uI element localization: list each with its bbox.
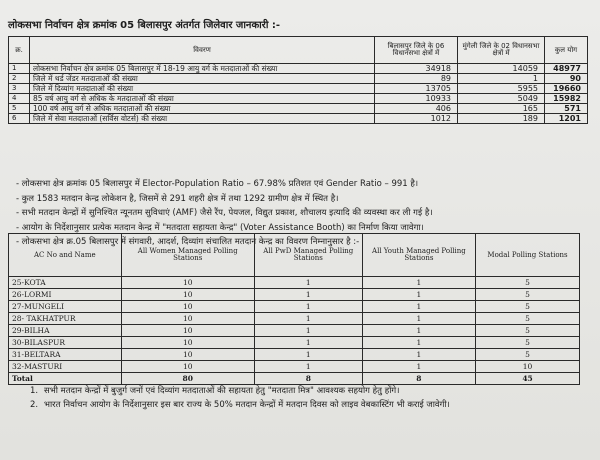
row-total-value: 48977 bbox=[545, 64, 588, 74]
note-line: - सभी मतदान केन्द्रों में सुनिश्चित न्यूनतम सुविधाएं (AMF) जैसे रैंप, पेयजल, विद्युत प्रकाश, शौचालय इत्यादि की व्यवस्था कर ली गई है। bbox=[16, 208, 433, 218]
footnote-item bbox=[30, 384, 574, 398]
row-pwd-value: 1 bbox=[254, 325, 362, 337]
table-row bbox=[9, 325, 580, 337]
row-modal-value: 5 bbox=[476, 349, 580, 361]
col-youth-managed: All Youth Managed Polling Stations bbox=[362, 234, 475, 277]
row-women-value: 10 bbox=[121, 337, 254, 349]
table-row bbox=[9, 337, 580, 349]
footnote-number: 1. bbox=[30, 386, 39, 396]
row-mungeli-value: 14059 bbox=[458, 64, 545, 74]
row-pwd-value: 1 bbox=[254, 361, 362, 373]
row-total-value: 90 bbox=[545, 74, 588, 84]
row-modal-value: 10 bbox=[476, 361, 580, 373]
row-bilaspur-value: 1012 bbox=[375, 114, 458, 124]
row-total-value: 1201 bbox=[545, 114, 588, 124]
row-youth-value: 1 bbox=[362, 361, 475, 373]
row-bilaspur-value: 34918 bbox=[375, 64, 458, 74]
row-sn: 3 bbox=[9, 84, 30, 94]
row-mungeli-value: 189 bbox=[458, 114, 545, 124]
row-description: जिले में थर्ड जेंडर मतदाताओं की संख्या bbox=[30, 74, 375, 84]
row-youth-value: 8 bbox=[362, 373, 475, 385]
col-mungeli: मुंगेली जिले के 02 विधानसभा क्षेत्रों में bbox=[458, 37, 545, 64]
polling-stations-table bbox=[8, 233, 580, 385]
table-row bbox=[9, 74, 588, 84]
row-youth-value: 1 bbox=[362, 325, 475, 337]
row-pwd-value: 8 bbox=[254, 373, 362, 385]
row-youth-value: 1 bbox=[362, 301, 475, 313]
row-bilaspur-value: 10933 bbox=[375, 94, 458, 104]
row-ac-name: 31-BELTARA bbox=[9, 349, 122, 361]
row-modal-value: 5 bbox=[476, 301, 580, 313]
row-modal-value: 5 bbox=[476, 337, 580, 349]
table-row bbox=[9, 313, 580, 325]
row-mungeli-value: 1 bbox=[458, 74, 545, 84]
note-line: - लोकसभा क्षेत्र क्रमांक 05 बिलासपुर में Elector-Population Ratio – 67.98% प्रतिशत एवं Gender Ratio – 991 है। bbox=[16, 179, 419, 189]
row-youth-value: 1 bbox=[362, 349, 475, 361]
total-row bbox=[9, 373, 580, 385]
row-mungeli-value: 5955 bbox=[458, 84, 545, 94]
col-total: कुल योग bbox=[545, 37, 588, 64]
footnote-number: 2. bbox=[30, 400, 39, 410]
row-modal-value: 45 bbox=[476, 373, 580, 385]
row-ac-name: 28- TAKHATPUR bbox=[9, 313, 122, 325]
row-youth-value: 1 bbox=[362, 313, 475, 325]
document-title: लोकसभा निर्वाचन क्षेत्र क्रमांक 05 बिलासपुर अंतर्गत जिलेवार जानकारी :- bbox=[8, 20, 281, 31]
row-modal-value: 5 bbox=[476, 313, 580, 325]
row-women-value: 10 bbox=[121, 361, 254, 373]
col-modal: Modal Polling Stations bbox=[476, 234, 580, 277]
row-sn: 5 bbox=[9, 104, 30, 114]
row-pwd-value: 1 bbox=[254, 301, 362, 313]
row-total-value: 19660 bbox=[545, 84, 588, 94]
row-ac-name: 27-MUNGELI bbox=[9, 301, 122, 313]
row-modal-value: 5 bbox=[476, 289, 580, 301]
note-line: - कुल 1583 मतदान केन्द्र लोकेशन है, जिसमें से 291 शहरी क्षेत्र में तथा 1292 ग्रामीण क्षेत्र में स्थित है। bbox=[16, 193, 339, 204]
row-pwd-value: 1 bbox=[254, 337, 362, 349]
row-youth-value: 1 bbox=[362, 289, 475, 301]
table-row bbox=[9, 289, 580, 301]
row-ac-name: 25-KOTA bbox=[9, 277, 122, 289]
row-ac-name: 26-LORMI bbox=[9, 289, 122, 301]
row-pwd-value: 1 bbox=[254, 277, 362, 289]
col-women-managed: All Women Managed Polling Stations bbox=[121, 234, 254, 277]
row-ac-name: Total bbox=[9, 373, 122, 385]
footnote-text: भारत निर्वाचन आयोग के निर्देशानुसार इस बार राज्य के 50% मतदान केन्द्रों में मतदान दिवस को लाइव वेबकास्टिंग भी कराई जावेगी। bbox=[44, 400, 450, 410]
row-description: जिले में सेवा मतदाताओं (सर्विस वोटर्स) की संख्या bbox=[30, 114, 375, 124]
row-pwd-value: 1 bbox=[254, 349, 362, 361]
row-women-value: 10 bbox=[121, 289, 254, 301]
note-line: - लोकसभा क्षेत्र क्र.05 बिलासपुर में संगवारी, आदर्श, दिव्यांग संचालित मतदान केन्द्र का विवरण निम्नानुसार है :- bbox=[16, 237, 360, 247]
row-sn: 1 bbox=[9, 64, 30, 74]
row-women-value: 10 bbox=[121, 277, 254, 289]
note-line: - आयोग के निर्देशानुसार प्रत्येक मतदान केन्द्र में "मतदाता सहायता केन्द्र" (Voter Assistance Booth) का निर्माण किया जावेगा। bbox=[16, 222, 424, 233]
row-total-value: 15982 bbox=[545, 94, 588, 104]
row-total-value: 571 bbox=[545, 104, 588, 114]
row-ac-name: 29-BILHA bbox=[9, 325, 122, 337]
table-row bbox=[9, 301, 580, 313]
table-header-row bbox=[9, 234, 580, 277]
table-row bbox=[9, 104, 588, 114]
row-bilaspur-value: 89 bbox=[375, 74, 458, 84]
col-sn: क्र. bbox=[9, 37, 30, 64]
col-pwd-managed: All PwD Managed Polling Stations bbox=[254, 234, 362, 277]
table-row bbox=[9, 84, 588, 94]
col-ac-name: AC No and Name bbox=[9, 234, 122, 277]
row-women-value: 80 bbox=[121, 373, 254, 385]
row-ac-name: 32-MASTURI bbox=[9, 361, 122, 373]
row-modal-value: 5 bbox=[476, 277, 580, 289]
footnote-item bbox=[30, 398, 574, 412]
row-mungeli-value: 5049 bbox=[458, 94, 545, 104]
table-row bbox=[9, 94, 588, 104]
col-description: विवरण bbox=[30, 37, 375, 64]
table-row bbox=[9, 277, 580, 289]
row-bilaspur-value: 406 bbox=[375, 104, 458, 114]
row-mungeli-value: 165 bbox=[458, 104, 545, 114]
row-pwd-value: 1 bbox=[254, 289, 362, 301]
district-voter-table bbox=[8, 36, 588, 124]
row-youth-value: 1 bbox=[362, 337, 475, 349]
row-women-value: 10 bbox=[121, 301, 254, 313]
row-description: जिले में दिव्यांग मतदाताओं की संख्या bbox=[30, 84, 375, 94]
row-women-value: 10 bbox=[121, 325, 254, 337]
row-description: 85 वर्ष आयु वर्ग से अधिक के मतदाताओं की संख्या bbox=[30, 94, 375, 104]
row-description: 100 वर्ष आयु वर्ग से अधिक मतदाताओं की संख्या bbox=[30, 104, 375, 114]
footnote-text: सभी मतदान केन्द्रों में बुजुर्ग जनों एवं दिव्यांग मतदाताओं की सहायता हेतु "मतदाता मित्र" आवश्यक सहयोग हेतु होंगे। bbox=[44, 386, 400, 396]
table-row bbox=[9, 349, 580, 361]
table-row bbox=[9, 64, 588, 74]
row-women-value: 10 bbox=[121, 349, 254, 361]
footnotes bbox=[30, 384, 574, 412]
row-sn: 4 bbox=[9, 94, 30, 104]
col-bilaspur: बिलासपुर जिले के 06 विधानसभा क्षेत्रों में bbox=[375, 37, 458, 64]
row-description: लोकसभा निर्वाचन क्षेत्र क्रमांक 05 बिलासपुर में 18-19 आयु वर्ग के मतदाताओं की संख्या bbox=[30, 64, 375, 74]
table-header-row bbox=[9, 37, 588, 64]
row-sn: 2 bbox=[9, 74, 30, 84]
row-sn: 6 bbox=[9, 114, 30, 124]
row-ac-name: 30-BILASPUR bbox=[9, 337, 122, 349]
table-row bbox=[9, 361, 580, 373]
row-bilaspur-value: 13705 bbox=[375, 84, 458, 94]
table-row bbox=[9, 114, 588, 124]
row-modal-value: 5 bbox=[476, 325, 580, 337]
row-youth-value: 1 bbox=[362, 277, 475, 289]
row-women-value: 10 bbox=[121, 313, 254, 325]
row-pwd-value: 1 bbox=[254, 313, 362, 325]
